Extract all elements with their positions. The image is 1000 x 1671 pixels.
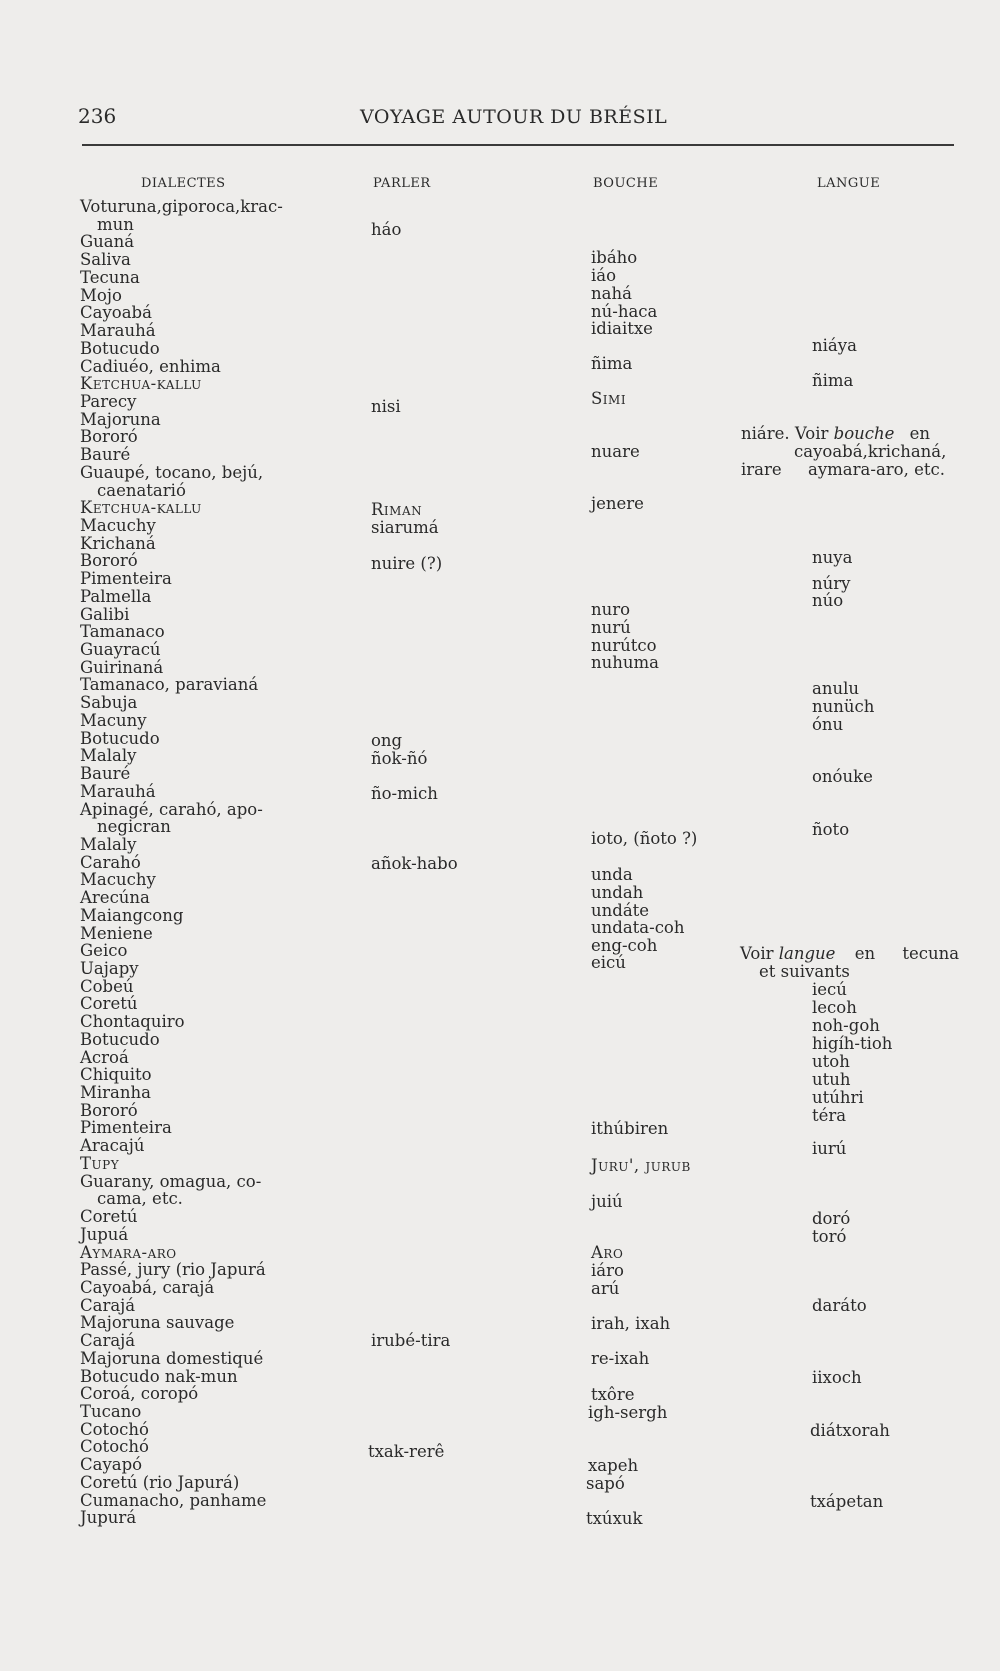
langue-entry: téra	[812, 1106, 847, 1125]
langue-entry: ñoto	[812, 820, 850, 839]
parler-entry: nuire (?)	[371, 554, 443, 573]
bouche-entry: irah, ixah	[591, 1314, 671, 1333]
dialect-entry: Chontaquiro	[80, 1012, 185, 1032]
dialect-entry: Majoruna sauvage	[80, 1313, 235, 1333]
dialect-entry: Bauré	[80, 445, 131, 465]
dialect-entry: Cotochó	[80, 1437, 149, 1457]
langue-entry: anulu	[812, 679, 859, 698]
dialect-entry: Macuchy	[80, 870, 156, 890]
langue-entry: daráto	[812, 1296, 867, 1315]
langue-entry: utoh	[812, 1052, 850, 1071]
bouche-entry: idiaitxe	[591, 319, 653, 338]
langue-entry: núo	[812, 591, 844, 610]
bouche-entry: txúxuk	[586, 1509, 643, 1528]
langue-entry: doró	[812, 1209, 851, 1228]
dialect-entry: Botucudo	[80, 338, 160, 358]
dialect-entry: Cayoabá	[80, 303, 152, 323]
dialect-entry: Bororó	[80, 1100, 138, 1120]
dialect-entry: Guaná	[80, 232, 135, 252]
dialect-entry: Coretú	[80, 994, 138, 1014]
column-header-parler: PARLER	[373, 176, 431, 191]
bouche-entry: eng-coh	[591, 936, 658, 955]
langue-italic: bouche	[833, 424, 895, 443]
bouche-entry: nurú	[591, 618, 631, 637]
bouche-entry: nuhuma	[591, 653, 659, 672]
dialect-entry: Tamanaco	[80, 622, 165, 642]
parler-entry: nisi	[371, 397, 401, 416]
langue-text: en	[909, 424, 931, 443]
dialect-entry: Meniene	[80, 923, 153, 943]
dialect-entry: Ketchua-kallu	[80, 374, 202, 394]
parler-entry: siarumá	[371, 518, 439, 537]
bouche-entry: Simi	[591, 389, 627, 408]
dialect-entry: Coretú (rio Japurá)	[80, 1472, 240, 1492]
bouche-entry: ithúbiren	[591, 1119, 669, 1138]
dialect-entry: Guirinaná	[80, 657, 164, 677]
dialect-entry: Cotochó	[80, 1419, 149, 1439]
bouche-entry: nahá	[591, 284, 632, 303]
dialect-entry: Marauhá	[80, 781, 156, 801]
dialect-entry: Carajá	[80, 1295, 136, 1315]
parler-entry: ong	[371, 731, 403, 750]
dialect-entry: Coretú	[80, 1207, 138, 1226]
dialect-entry: Miranha	[80, 1083, 151, 1102]
page-number: 236	[78, 104, 117, 128]
dialect-entry: Cadiuéo, enhima	[80, 356, 221, 376]
dialect-entry: Cayapó	[80, 1455, 143, 1475]
dialect-entry: Tecuna	[80, 267, 140, 287]
bouche-entry: undata-coh	[591, 918, 685, 937]
parler-entry: háo	[371, 220, 402, 239]
dialect-entry: Aracajú	[80, 1136, 145, 1156]
langue-entry: utúhri	[812, 1088, 864, 1107]
parler-entry: ño-mich	[371, 784, 438, 803]
dialect-entry: Tucano	[80, 1402, 142, 1421]
dialect-entry: Krichaná	[80, 533, 156, 553]
parler-entry: txak-rerê	[368, 1442, 445, 1461]
bouche-entry: iáo	[591, 266, 617, 285]
dialect-entry: Majoruna domestiqué	[80, 1348, 264, 1368]
langue-entry: iurú	[812, 1139, 847, 1158]
bouche-entry: re-ixah	[591, 1349, 650, 1368]
dialect-entry: Coroá, coropó	[80, 1384, 199, 1404]
column-header-dialectes: DIALECTES	[141, 176, 226, 191]
dialect-entry: Ketchua-kallu	[80, 498, 202, 518]
dialect-entry: Parecy	[80, 391, 137, 411]
dialect-entry: Cayoabá, carajá	[80, 1277, 215, 1297]
bouche-entry: jenere	[591, 494, 644, 513]
dialect-entry: Mojo	[80, 285, 122, 305]
dialect-entry: Marauhá	[80, 321, 156, 340]
dialect-entry: Bororó	[80, 427, 138, 447]
bouche-entry: arú	[591, 1279, 620, 1298]
langue-entry: utuh	[812, 1070, 851, 1089]
langue-entry: nunüch	[812, 697, 875, 716]
dialect-entry: Cumanacho, panhame	[80, 1490, 267, 1510]
dialect-entry: Chiquito	[80, 1065, 152, 1085]
dialect-entry: Pimenteira	[80, 1118, 172, 1138]
bouche-entry: nú-haca	[591, 302, 658, 321]
column-header-langue: LANGUE	[817, 176, 881, 191]
dialect-entry: negicran	[97, 817, 171, 837]
langue-text: niáre. Voir	[741, 424, 829, 443]
bouche-entry: igh-sergh	[588, 1403, 668, 1422]
langue-entry: ñima	[812, 371, 854, 390]
bouche-entry: juiú	[591, 1192, 623, 1211]
bouche-entry: undah	[591, 883, 644, 902]
dialect-entry: Tupy	[80, 1153, 120, 1173]
bouche-entry: sapó	[586, 1474, 625, 1493]
dialect-entry: Jupuá	[80, 1224, 129, 1244]
dialect-entry: Sabuja	[80, 693, 138, 713]
bouche-entry: ibáho	[591, 248, 638, 267]
langue-entry: nuya	[812, 548, 853, 567]
bouche-entry: unda	[591, 865, 633, 884]
dialect-entry: Voturuna,giporoca,krac-	[80, 197, 283, 216]
dialect-entry: Malaly	[80, 746, 137, 766]
dialect-entry: Macuchy	[80, 516, 156, 535]
bouche-entry: ñima	[591, 354, 633, 373]
dialect-entry: Guarany, omagua, co-	[80, 1171, 262, 1191]
dialect-entry: caenatarió	[97, 480, 186, 500]
dialect-entry: Palmella	[80, 586, 152, 606]
dialect-entry: Bororó	[80, 551, 138, 571]
langue-text: en	[854, 944, 876, 963]
bouche-entry: eicú	[591, 953, 626, 972]
dialect-entry: Saliva	[80, 250, 131, 270]
dialect-entry: Cobeú	[80, 976, 134, 996]
dialect-entry: Botucudo	[80, 728, 160, 748]
dialect-entry: Acroá	[80, 1047, 129, 1067]
langue-italic: langue	[778, 944, 836, 963]
langue-entry: niáya	[812, 336, 857, 355]
dialect-entry: Galibi	[80, 604, 130, 624]
dialect-entry: mun	[97, 214, 134, 234]
column-header-bouche: BOUCHE	[593, 176, 659, 191]
dialect-entry: Passé, jury (rio Japurá	[80, 1260, 266, 1280]
dialect-entry: Guayracú	[80, 640, 161, 659]
bouche-entry: nurútco	[591, 636, 657, 655]
langue-entry: núry	[812, 574, 851, 593]
bouche-entry: xapeh	[588, 1456, 639, 1475]
langue-text: tecuna	[902, 944, 960, 963]
dialect-entry: Maiangcong	[80, 905, 184, 925]
langue-entry: diátxorah	[810, 1421, 890, 1440]
langue-entry: iecú	[812, 980, 847, 999]
dialect-entry: Aymara-aro	[80, 1242, 177, 1262]
dialect-entry: Majoruna	[80, 409, 161, 429]
bouche-entry: ioto, (ñoto ?)	[591, 829, 698, 848]
dialect-entry: Jupurá	[80, 1508, 137, 1528]
langue-entry	[740, 945, 959, 963]
langue-entry: toró	[812, 1227, 847, 1246]
langue-entry: noh-goh	[812, 1016, 880, 1035]
dialect-entry: Apinagé, carahó, apo-	[80, 799, 263, 819]
langue-entry: et suivants	[759, 962, 850, 981]
dialect-entry: Botucudo nak-mun	[80, 1366, 238, 1386]
bouche-entry: Aro	[591, 1243, 624, 1262]
langue-entry	[741, 425, 930, 443]
bouche-entry: Juru', jurub	[591, 1156, 691, 1175]
header-rule	[82, 144, 954, 146]
dialect-entry: Pimenteira	[80, 569, 172, 589]
parler-entry: añok-habo	[371, 854, 458, 873]
bouche-entry: nuro	[591, 600, 631, 619]
langue-entry: onóuke	[812, 767, 873, 786]
dialect-entry: Arecúna	[80, 888, 150, 908]
bouche-entry: undáte	[591, 901, 650, 920]
parler-entry: ñok-ñó	[371, 749, 428, 768]
dialect-entry: Carahó	[80, 852, 141, 872]
langue-entry: cayoabá,krichaná,	[794, 442, 947, 461]
parler-entry: irubé-tira	[371, 1331, 451, 1350]
langue-entry: aymara-aro, etc.	[808, 460, 945, 479]
dialect-entry: Botucudo	[80, 1029, 160, 1049]
langue-entry: lecoh	[812, 998, 857, 1017]
dialect-entry: Guaupé, tocano, bejú,	[80, 462, 264, 482]
dialect-entry: cama, etc.	[97, 1189, 183, 1209]
bouche-entry: nuare	[591, 442, 640, 461]
bouche-entry: iáro	[591, 1261, 624, 1280]
langue-entry: irare	[741, 460, 782, 479]
dialect-entry: Uajapy	[80, 959, 139, 978]
langue-text: Voir	[740, 944, 774, 963]
dialect-entry: Geico	[80, 941, 128, 961]
dialect-entry: Tamanaco, paravianá	[80, 675, 259, 695]
langue-entry: txápetan	[810, 1492, 884, 1511]
langue-entry: higíh-tioh	[812, 1034, 893, 1053]
bouche-entry: txôre	[591, 1385, 635, 1404]
dialect-entry: Macuny	[80, 710, 147, 730]
langue-entry: ónu	[812, 715, 844, 734]
dialect-entry: Malaly	[80, 834, 137, 854]
dialect-entry: Bauré	[80, 764, 131, 783]
dialect-entry: Carajá	[80, 1331, 136, 1351]
parler-entry: Riman	[371, 500, 423, 519]
langue-entry: iixoch	[812, 1368, 862, 1387]
running-title: VOYAGE AUTOUR DU BRÉSIL	[360, 106, 668, 128]
